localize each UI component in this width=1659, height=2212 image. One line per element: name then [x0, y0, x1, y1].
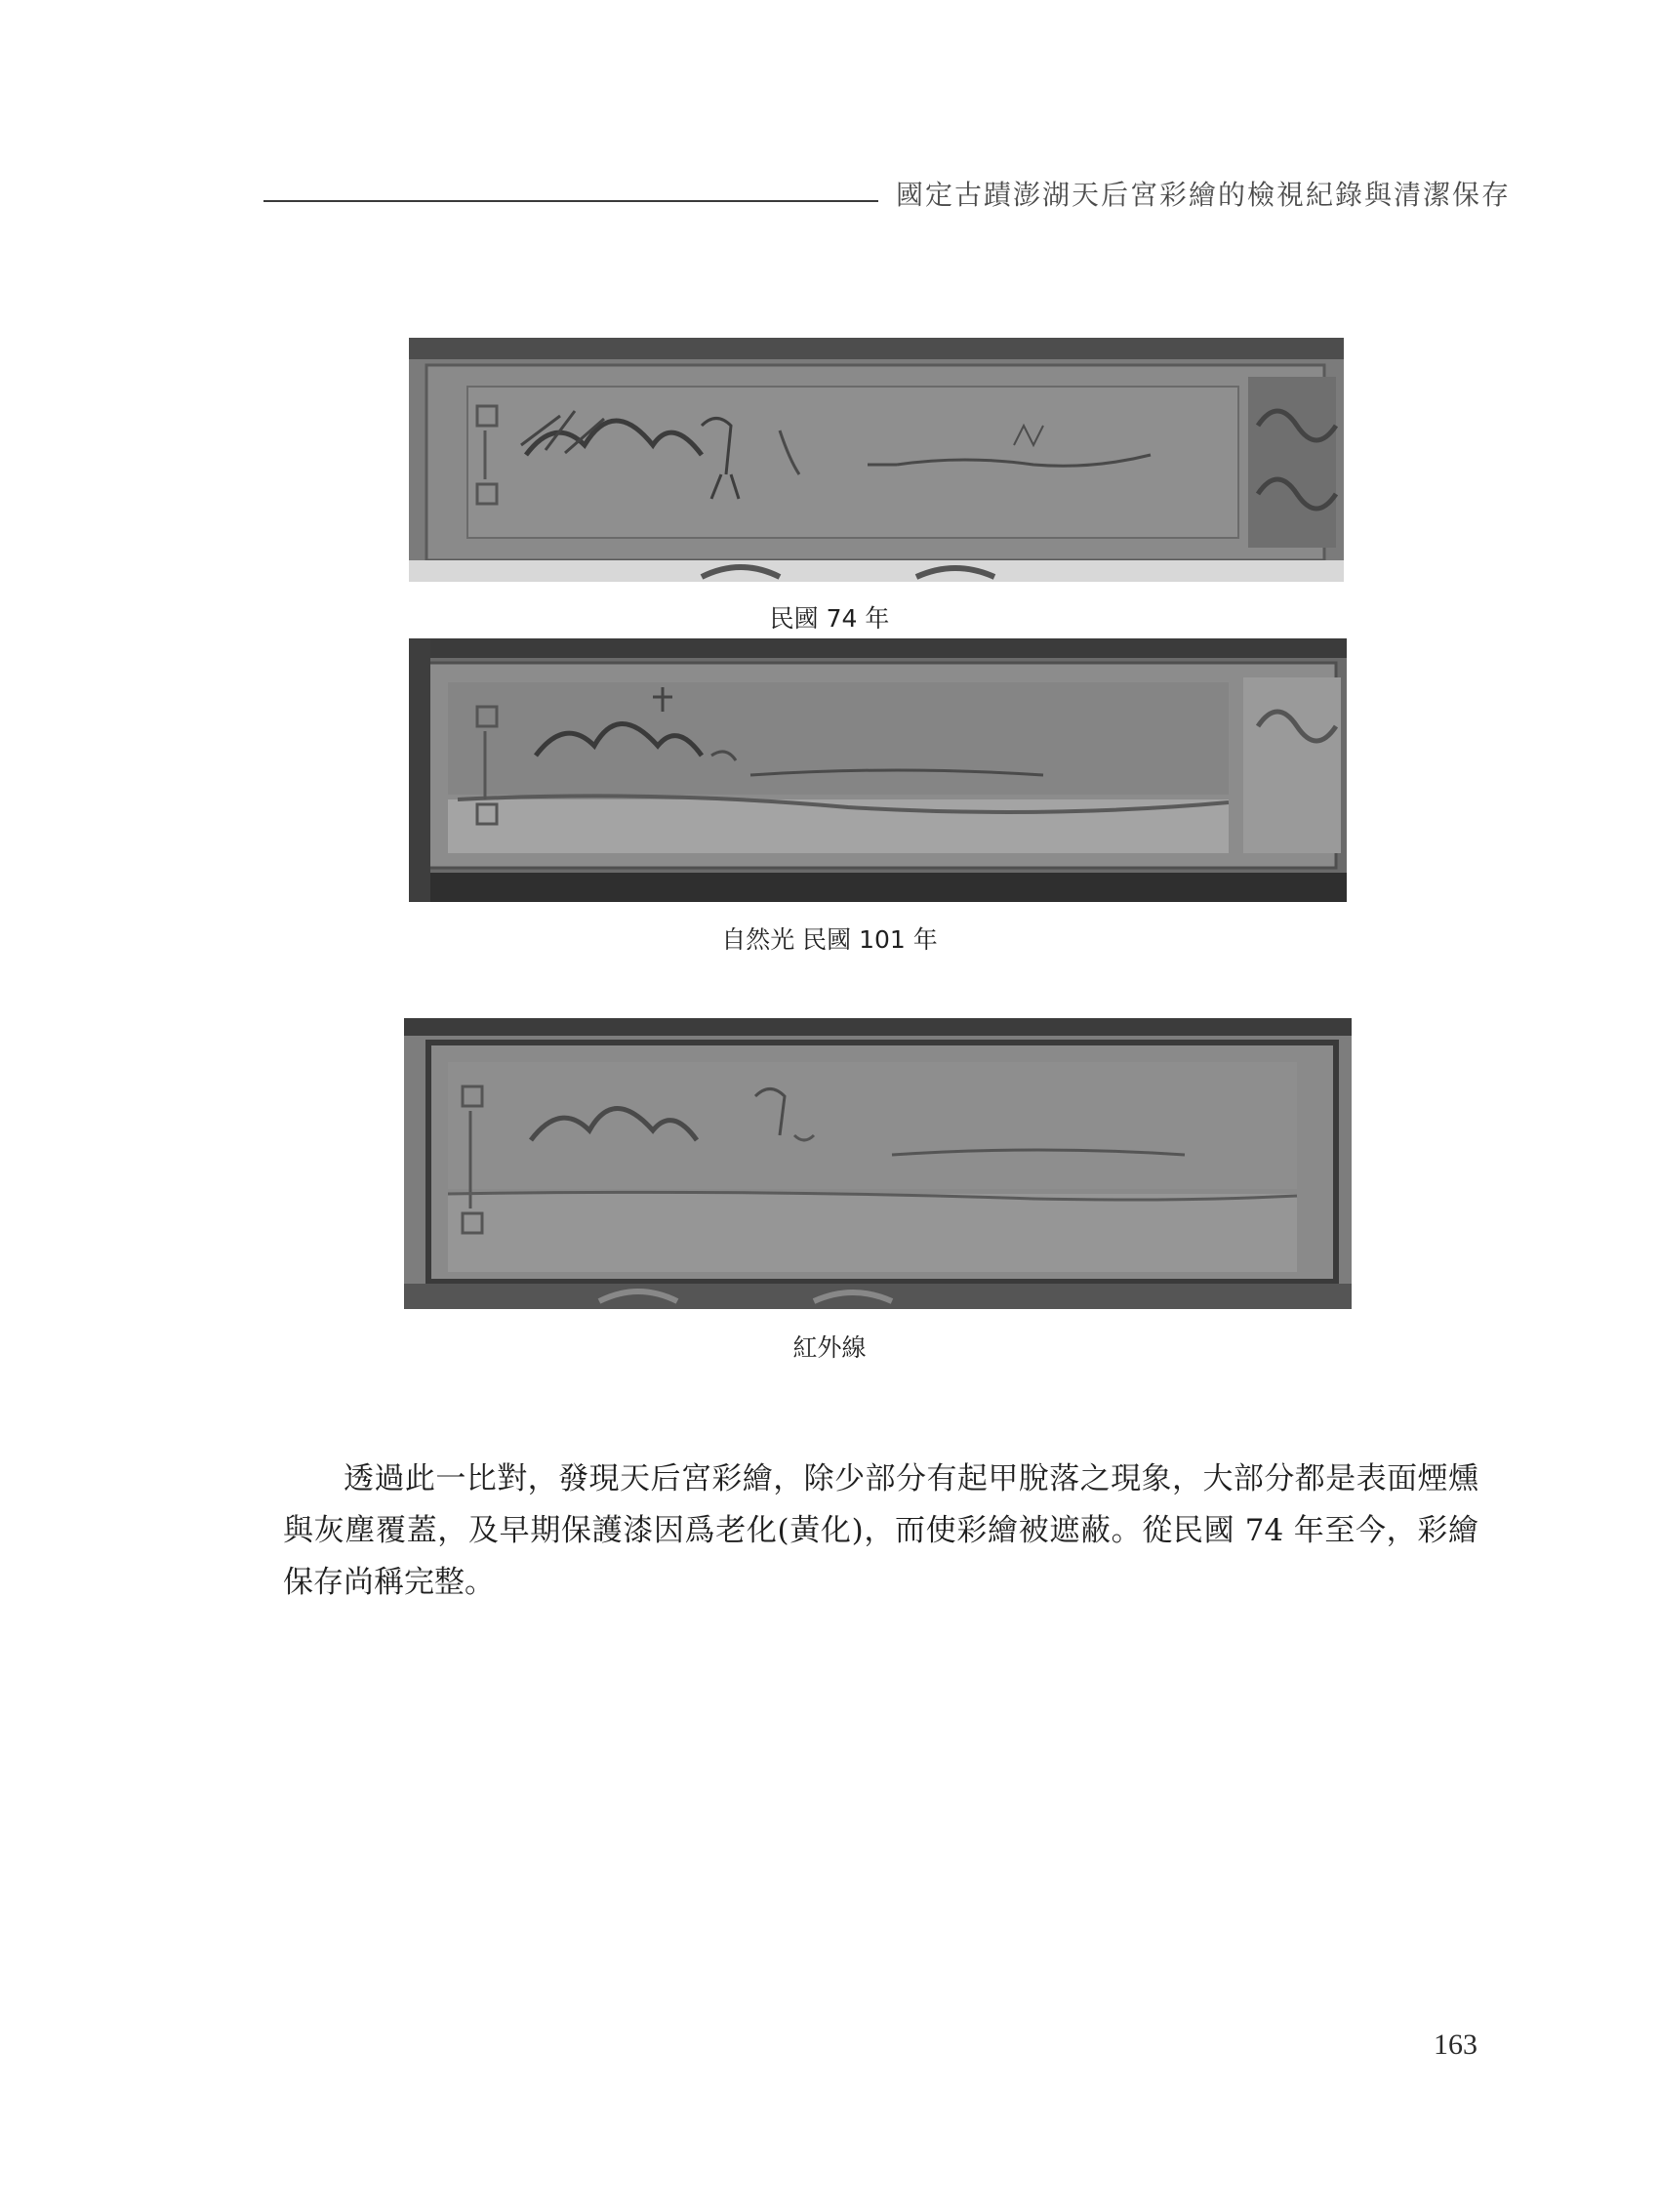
running-header-title: 國定古蹟澎湖天后宮彩繪的檢視紀錄與清潔保存 — [896, 179, 1512, 211]
beam-photo-2012-natural-light — [409, 638, 1347, 902]
figure-caption-2012-natural-light: 自然光 民國 101 年 — [721, 925, 938, 954]
figure-caption-1985: 民國 74 年 — [769, 604, 890, 633]
figure-caption-infrared: 紅外線 — [792, 1333, 867, 1362]
page-number: 163 — [1434, 2028, 1477, 2061]
beam-photo-infrared — [404, 1018, 1352, 1309]
beam-photo-1985 — [409, 338, 1344, 582]
body-paragraph: 透過此一比對，發現天后宮彩繪，除少部分有起甲脫落之現象，大部分都是表面煙燻與灰塵覆蓋，及早期保護漆因爲老化(黃化)，而使彩繪被遮蔽。從民國 74 年至今，彩繪保存尚稱完整。 — [283, 1461, 1478, 1600]
running-header-rule — [263, 200, 878, 202]
